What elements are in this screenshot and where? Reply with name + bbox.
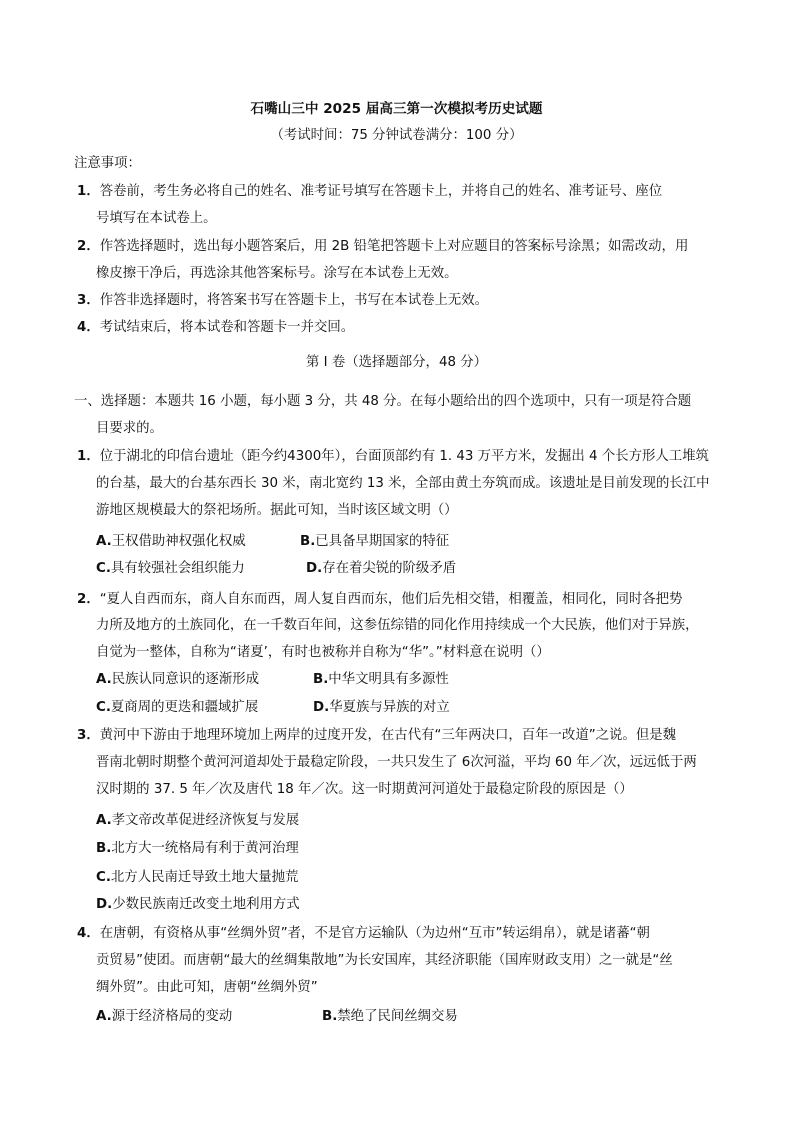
question-2-line-3: 自觉为一整体，自称为“诸夏’，有时也被称并自称为“华”。”材料意在说明（）	[96, 645, 550, 660]
option-text: 少数民族南迁改变土地利用方式	[112, 897, 300, 912]
question-1-line-3: 游地区规模最大的祭祀场所。据此可知，当时该区域文明（）	[96, 503, 458, 518]
notice-item-text: 答卷前，考生务必将自己的姓名、准考证号填写在答题卡上，并将自己的姓名、准考证号、座位	[99, 184, 663, 199]
question-number: 2．	[77, 592, 100, 607]
notice-item-number: 1．	[77, 184, 100, 199]
q2-option-d[interactable]	[313, 696, 450, 715]
notice-heading: 注意事项：	[74, 156, 141, 171]
option-letter: A.	[96, 534, 112, 549]
option-letter: D.	[306, 561, 323, 576]
part-intro-line-1: 一、选择题：本题共 16 小题，每小题 3 分，共 48 分。在每小题给出的四个选项中，只有一项是符合题	[74, 394, 692, 409]
option-letter: C.	[96, 561, 111, 576]
q3-option-a[interactable]	[96, 809, 299, 828]
option-text: 北方大一统格局有利于黄河治理	[111, 841, 299, 856]
question-1-stem	[77, 445, 709, 464]
notice-item-text: 考试结束后，将本试卷和答题卡一并交回。	[99, 320, 355, 335]
q1-option-d[interactable]	[306, 557, 456, 576]
q2-option-c[interactable]	[96, 696, 258, 715]
option-text: 北方人民南迁导致土地大量抛荒	[110, 870, 299, 885]
option-text: 王权借助神权强化权威	[111, 534, 246, 549]
exam-title: 石嘴山三中 2025 届高三第一次模拟考历史试题	[250, 101, 543, 117]
notice-item-4	[77, 316, 354, 335]
question-2-stem	[77, 588, 682, 607]
option-letter: B.	[322, 1009, 338, 1024]
option-letter: A.	[96, 672, 112, 687]
question-number: 3．	[77, 728, 100, 743]
question-1-line-2: 的台基，最大的台基东西长 30 米，南北宽约 13 米，全部由黄土夯筑而成。该遗址是目前发现的长江中	[96, 476, 710, 491]
notice-item-1-cont: 号填写在本试卷上。	[96, 211, 217, 226]
question-2-line-2: 力所及地方的土族同化，在一千数百年间，这参伍综错的同化作用持续成一个大民族，他们对于异族，	[96, 618, 699, 633]
q2-option-b[interactable]	[313, 668, 449, 687]
notice-item-number: 3．	[77, 293, 100, 308]
option-text: 源于经济格局的变动	[111, 1009, 233, 1024]
option-text: 中华文明具有多源性	[328, 672, 449, 687]
question-text: “夏人自西而东，商人自东而西，周人复自西而东，他们后先相交错，相覆盖，相同化，同时各把势	[99, 592, 683, 607]
q3-option-c[interactable]	[96, 866, 298, 885]
option-letter: B.	[96, 841, 112, 856]
option-letter: D.	[313, 700, 330, 715]
q3-option-b[interactable]	[96, 837, 299, 856]
exam-subtitle: （考试时间：75 分钟试卷满分：100 分）	[270, 128, 523, 143]
question-3-line-3: 汉时期的 37. 5 年／次及唐代 18 年／次。这一时期黄河河道处于最稳定阶段的原因是（）	[96, 782, 633, 797]
option-letter: C.	[96, 870, 111, 885]
option-letter: A.	[96, 1009, 112, 1024]
question-text: 位于湖北的印信台遗址（距今约4300年），台面顶部约有 1. 43 万平方米，发掘出 4 个长方形人工堆筑	[99, 449, 709, 464]
question-3-line-2: 晋南北朝时期整个黄河河道却处于最稳定阶段，一共只发生了 6次河溢，平均 60 年／次，远远低于两	[96, 755, 697, 770]
question-number: 1．	[77, 449, 100, 464]
option-letter: B.	[313, 672, 329, 687]
option-text: 民族认同意识的逐渐形成	[111, 672, 259, 687]
part-intro-line-2: 目要求的。	[96, 421, 163, 436]
notice-item-number: 4．	[77, 320, 100, 335]
option-text: 具有较强社会组织能力	[110, 561, 245, 576]
option-letter: A.	[96, 813, 112, 828]
notice-item-text: 作答非选择题时，将答案书写在答题卡上，书写在本试卷上无效。	[99, 293, 489, 308]
notice-item-2-cont: 橡皮擦干净后，再选涂其他答案标号。涂写在本试卷上无效。	[96, 266, 458, 281]
question-3-stem	[77, 724, 676, 743]
question-4-line-2: 贡贸易”使团。而唐朝“最大的丝绸集散地”为长安国库，其经济职能（国库财政支用）之一就是“丝	[96, 953, 673, 968]
option-letter: B.	[300, 534, 316, 549]
question-text: 在唐朝，有资格从事“丝绸外贸”者，不是官方运输队（为边州“互市”转运绢帛），就是诸蕃“朝	[99, 926, 650, 941]
notice-item-3	[77, 289, 488, 308]
option-text: 禁绝了民间丝绸交易	[337, 1009, 458, 1024]
q1-option-a[interactable]	[96, 530, 246, 549]
section-title: 第 I 卷（选择题部分，48 分）	[305, 355, 488, 370]
option-text: 存在着尖锐的阶级矛盾	[322, 561, 457, 576]
option-text: 华夏族与异族的对立	[329, 700, 450, 715]
q4-option-b[interactable]	[322, 1005, 458, 1024]
q3-option-d[interactable]	[96, 893, 300, 912]
option-letter: D.	[96, 897, 113, 912]
notice-item-1	[77, 180, 662, 199]
option-text: 已具备早期国家的特征	[315, 534, 450, 549]
option-text: 夏商周的更迭和疆域扩展	[110, 700, 259, 715]
question-text: 黄河中下游由于地理环境加上两岸的过度开发，在古代有“三年两决口，百年一改道”之说。但是魏	[99, 728, 676, 743]
notice-item-number: 2．	[77, 239, 100, 254]
question-number: 4．	[77, 926, 100, 941]
question-4-line-3: 绸外贸”。由此可知，唐朝“丝绸外贸”	[96, 980, 318, 995]
q2-option-a[interactable]	[96, 668, 259, 687]
option-text: 孝文帝改革促进经济恢复与发展	[111, 813, 300, 828]
notice-item-text: 作答选择题时，选出每小题答案后，用 2B 铅笔把答题卡上对应题目的答案标号涂黑；如需改动，用	[99, 239, 689, 254]
option-letter: C.	[96, 700, 111, 715]
q1-option-c[interactable]	[96, 557, 245, 576]
q4-option-a[interactable]	[96, 1005, 232, 1024]
q1-option-b[interactable]	[300, 530, 449, 549]
question-4-stem	[77, 922, 650, 941]
notice-item-2	[77, 235, 688, 254]
